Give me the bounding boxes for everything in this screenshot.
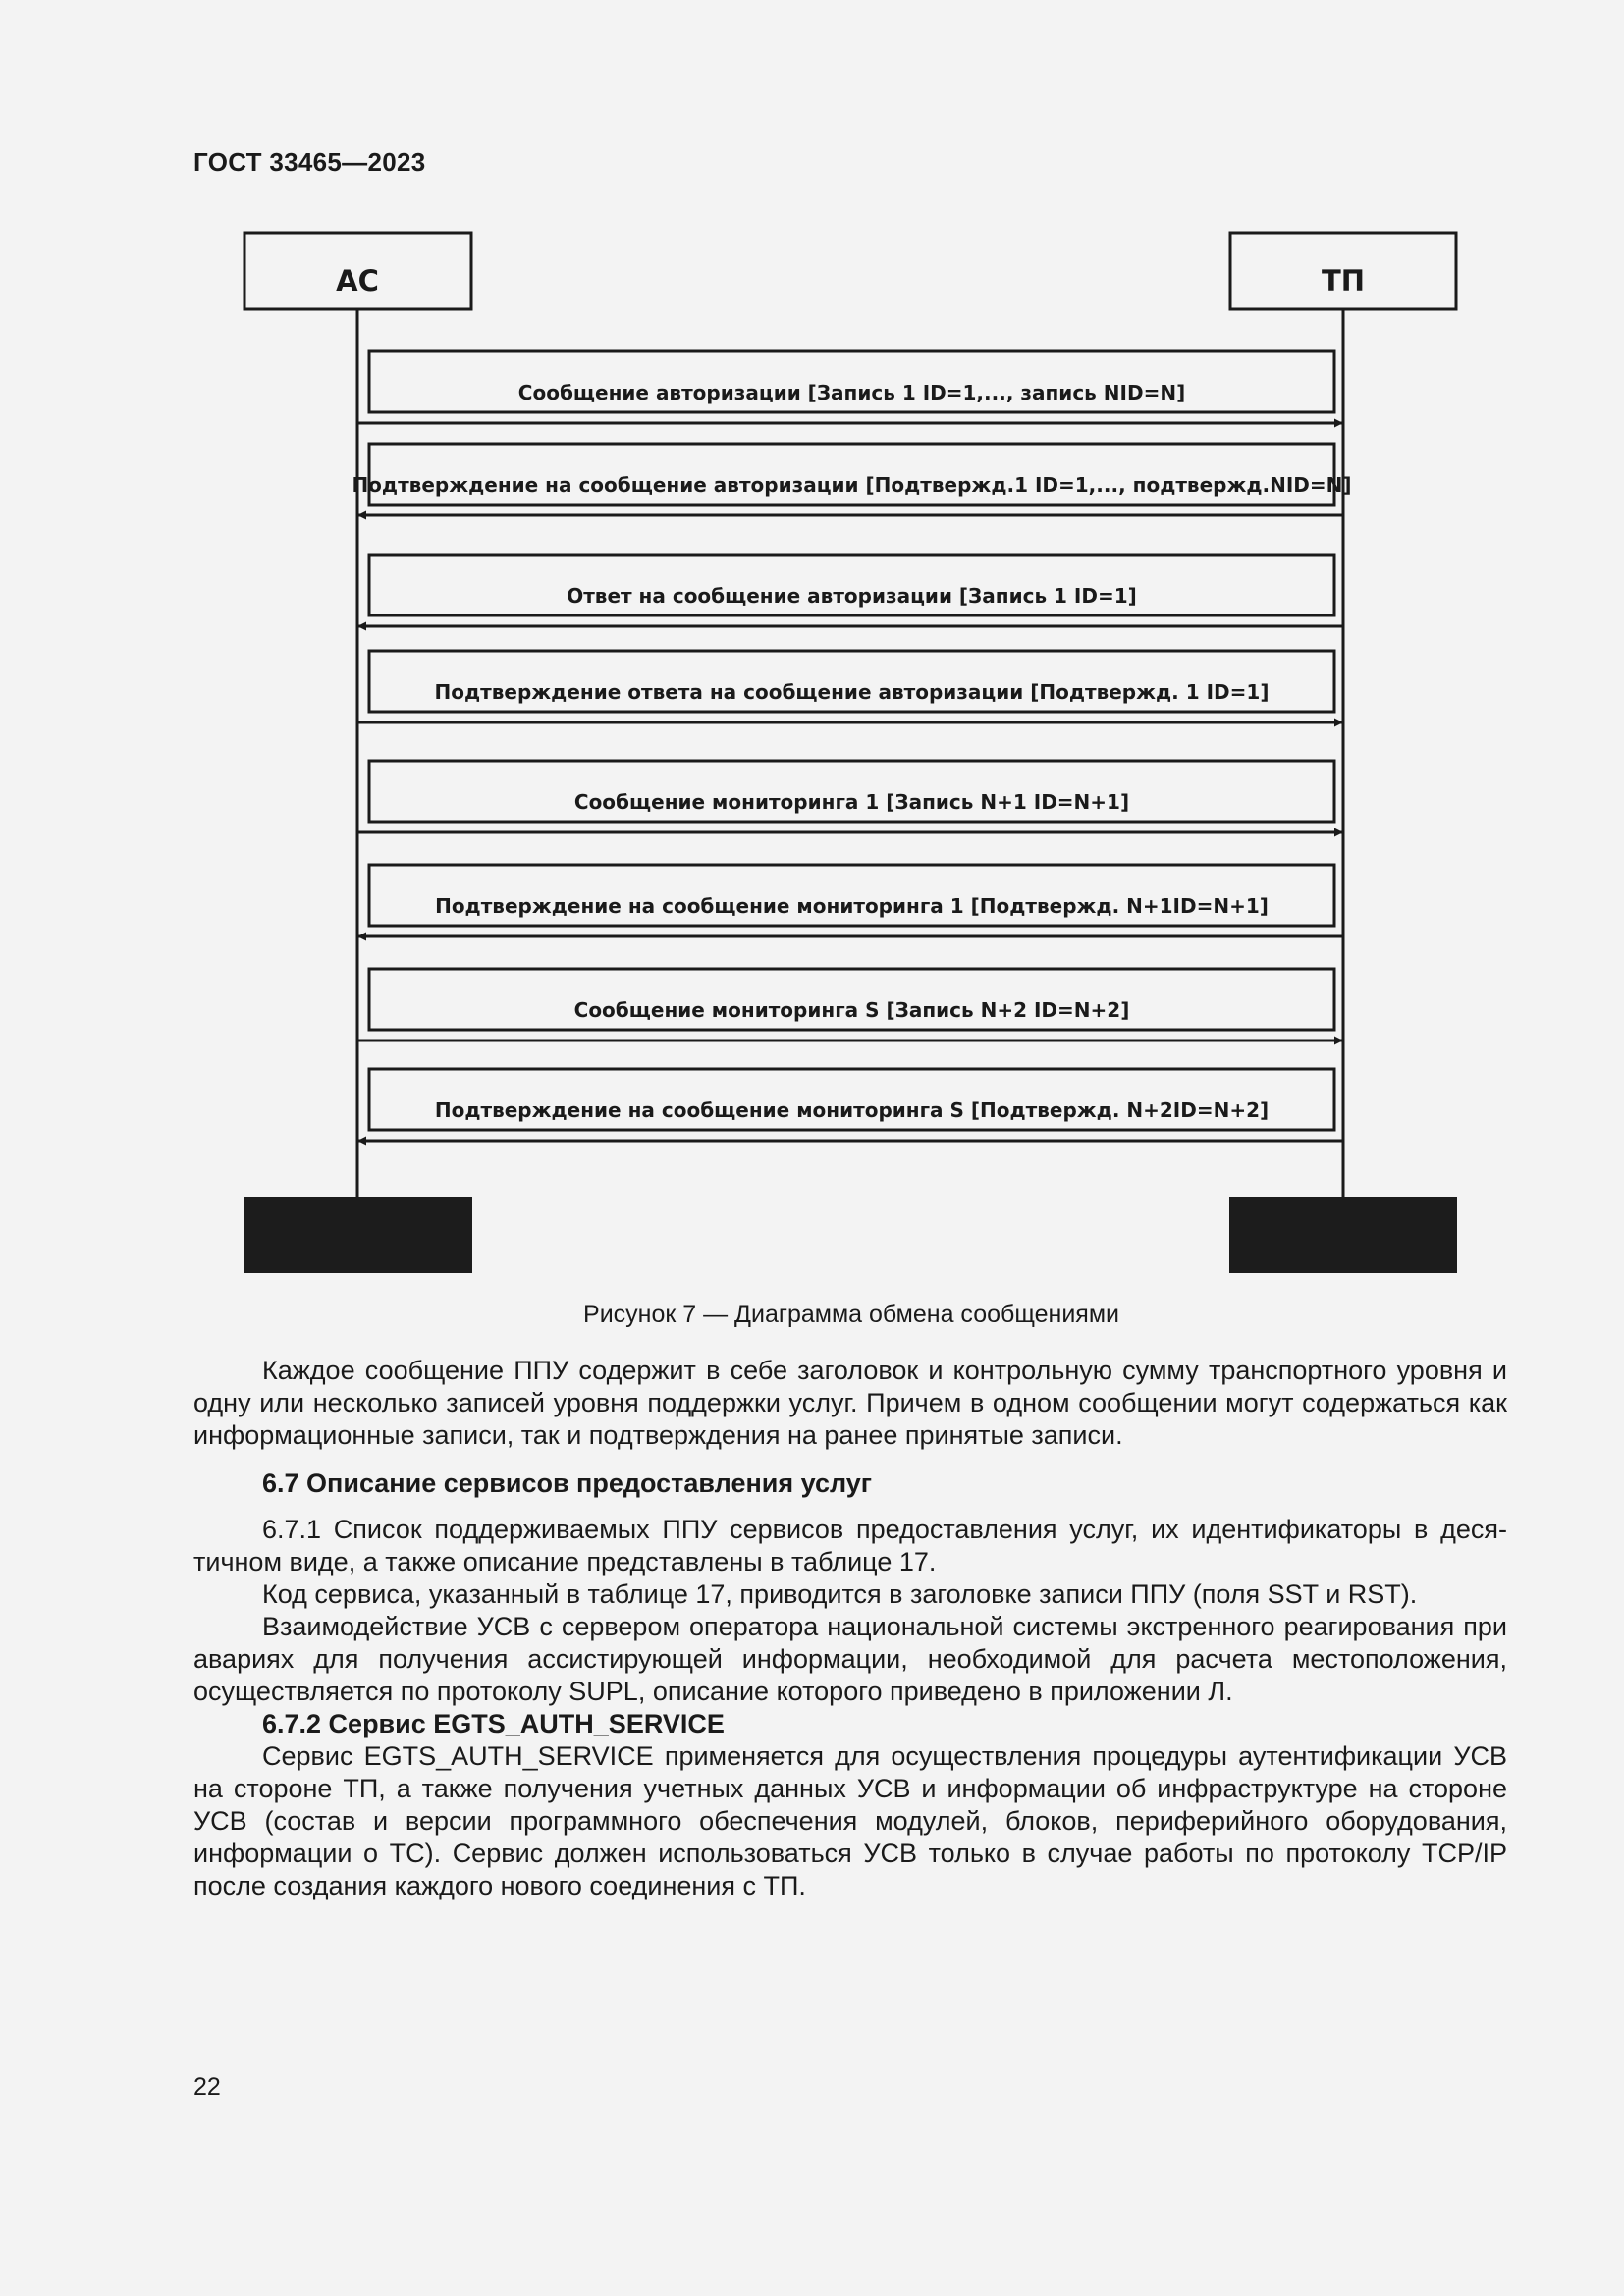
messages-layer <box>352 351 1351 1141</box>
paragraph: Сервис EGTS_AUTH_SERVICE применяется для осуществления процедуры аутентификации УСВ на стороне ТП, а также получения учетных данных УСВ и информации об инфраструктуре на стороне УСВ (состав и версии программного обеспечения модулей, блоков, периферийного оборудования, информации о ТС). Сервис должен использоваться УСВ только в случае работы по протоколу TCP/IP после создания каждого нового соединения с ТП. <box>193 1741 1507 1900</box>
message-label-8: Подтверждение на сообщение мониторинга S [Подтвержд. N+2ID=N+2] <box>434 1098 1270 1122</box>
message-label-6: Подтверждение на сообщение мониторинга 1 [Подтвержд. N+1ID=N+1] <box>435 894 1269 918</box>
paragraph: Взаимодействие УСВ с сервером оператора национальной системы экстренного реагирования при авариях для получения ассистирующей информации, необходимой для расчета местоположения, осуществляется по протоколу SUPL, описание которого приведено в приложении Л. <box>193 1612 1507 1706</box>
paragraph: Каждое сообщение ППУ содержит в себе заголовок и контрольную сумму транспортного уровня и одну или несколько записей уровня поддержки услуг. Причем в одном сообщении могут содержаться как информационные записи, так и подтверждения на ранее принятые записи. <box>193 1356 1507 1450</box>
message-label-4: Подтверждение ответа на сообщение авторизации [Подтвержд. 1 ID=1] <box>434 680 1270 704</box>
lane-end-block-as <box>244 1197 472 1273</box>
message-label-1: Сообщение авторизации [Запись 1 ID=1,..., запись NID=N] <box>517 381 1186 404</box>
lane-label-as: АС <box>336 264 379 297</box>
message-label-7: Сообщение мониторинга S [Запись N+2 ID=N+2] <box>573 998 1130 1022</box>
body-text <box>193 1355 1507 1902</box>
paragraph: 6.7.1 Список поддерживаемых ППУ сервисов предоставления услуг, их идентификаторы в десятичном виде, а также описание представлены в таблице 17. <box>193 1515 1507 1576</box>
page-number: 22 <box>193 2073 221 2101</box>
section-heading: 6.7 Описание сервисов предоставления услуг <box>262 1468 873 1498</box>
subsection-heading: 6.7.2 Сервис EGTS_AUTH_SERVICE <box>262 1709 725 1738</box>
lane-end-block-tp <box>1229 1197 1457 1273</box>
message-label-5: Сообщение мониторинга 1 [Запись N+1 ID=N+1] <box>573 790 1130 814</box>
document-code-header: ГОСТ 33465—2023 <box>193 147 426 177</box>
lane-label-tp: ТП <box>1321 264 1366 297</box>
paragraph: Код сервиса, указанный в таблице 17, приводится в заголовке записи ППУ (поля SST и RST). <box>262 1579 1418 1609</box>
figure-caption: Рисунок 7 — Диаграмма обмена сообщениями <box>583 1301 1119 1328</box>
message-label-2: Подтверждение на сообщение авторизации [Подтвержд.1 ID=1,..., подтвержд.NID=N] <box>352 473 1352 497</box>
message-label-3: Ответ на сообщение авторизации [Запись 1 ID=1] <box>567 584 1137 608</box>
